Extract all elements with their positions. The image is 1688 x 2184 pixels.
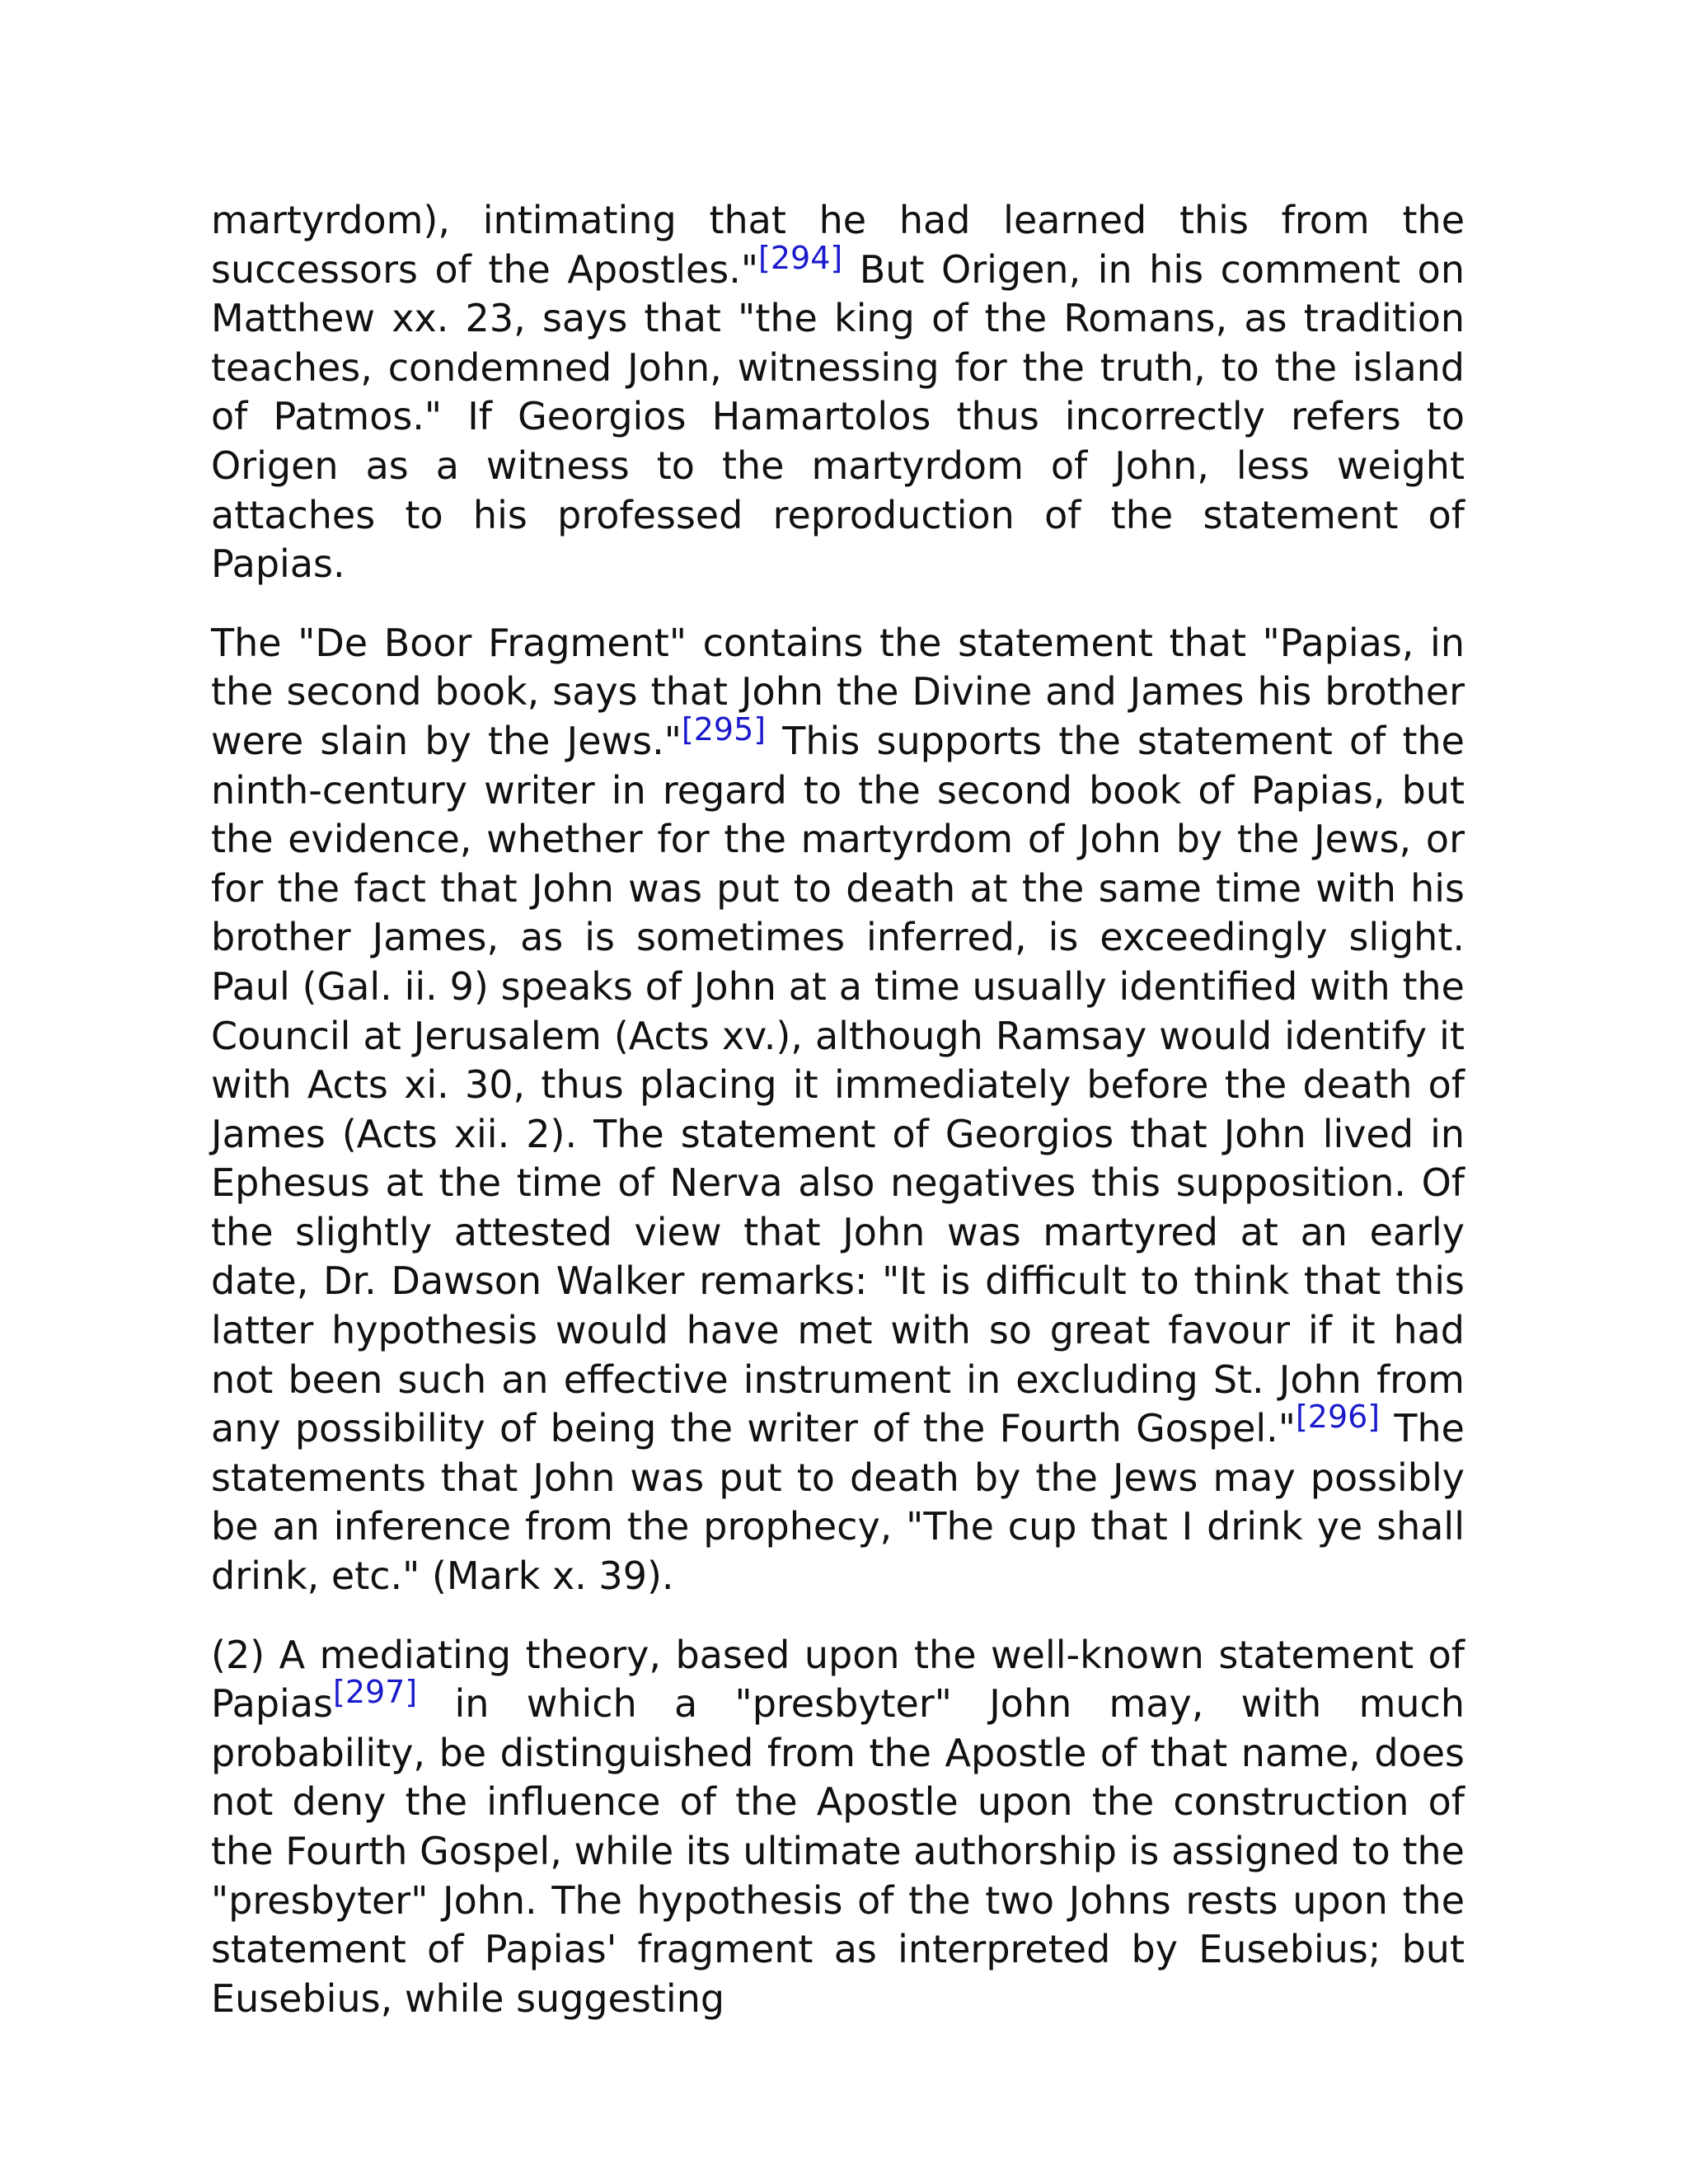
paragraph-text: The statements that John was put to death by the Jews may possibly be an inference from the prophecy, "The cup that I drink ye shall drink, etc." (Mark x. 39). [211,1406,1465,1599]
paragraph-text: in which a "presbyter" John may, with much probability, be distinguished from the Apostle of that name, does not deny the influence of the Apostle upon the construction of the Fourth Gospel, while its ultimate authorship is assigned to the "presbyter" John. The hypothesis of the two Johns rests upon the statement of Papias' fragment as interpreted by Eusebius; but Eusebius, while suggesting [211,1681,1465,2021]
paragraph-mediating-theory [211,1631,1465,2024]
footnote-link-295[interactable]: [295] [681,710,767,748]
paragraph-text: This supports the statement of the ninth-century writer in regard to the second book of Papias, but the evidence, whether for the martyrdom of John by the Jews, or for the fact that John was put to death at the same time with his brother James, as is sometimes inferred, is exceedingly slight. Paul (Gal. ii. 9) speaks of John at a time usually identified with the Council at Jerusalem (Acts xv.), although Ramsay would identify it with Acts xi. 30, thus placing it immediately before the death of James (Acts xii. 2). The statement of Georgios that John lived in Ephesus at the time of Nerva also negatives this supposition. Of the slightly attested view that John was martyred at an early date, Dr. Dawson Walker remarks: "It is difficult to think that this latter hypothesis would have met with so great favour if it had not been such an effective instrument in excluding St. John from any possibility of being the writer of the Fourth Gospel." [211,718,1465,1451]
footnote-link-296[interactable]: [296] [1295,1399,1381,1436]
paragraph-origen [211,196,1465,589]
paragraph-text: martyrdom), intimating that he had learned this from the successors of the Apostles." [211,198,1465,292]
footnote-link-294[interactable]: [294] [758,239,843,276]
document-page [211,196,1465,2053]
paragraph-de-boor-fragment [211,619,1465,1601]
paragraph-text: But Origen, in his comment on Matthew xx. 23, says that "the king of the Romans, as tradition teaches, condemned John, witnessing for the truth, to the island of Patmos." If Georgios Hamartolos thus incorrectly refers to Origen as a witness to the martyrdom of John, less weight attaches to his professed reproduction of the statement of Papias. [211,246,1465,587]
footnote-link-297[interactable]: [297] [333,1674,418,1711]
paragraph-text: (2) A mediating theory, based upon the well-known statement of Papias [211,1632,1465,1727]
paragraph-text: The "De Boor Fragment" contains the statement that "Papias, in the second book, says that John the Divine and James his brother were slain by the Jews." [211,620,1465,763]
